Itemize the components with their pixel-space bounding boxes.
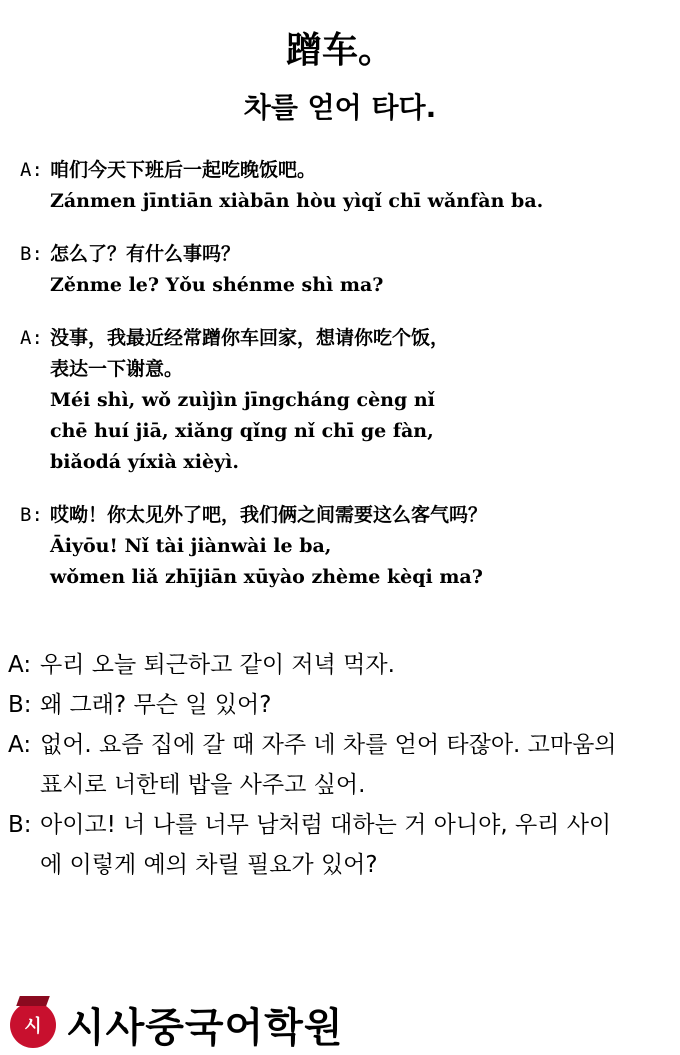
dialogue-turn	[20, 323, 670, 478]
pinyin-line: Āiyōu! Nǐ tài jiànwài le ba,	[50, 535, 332, 557]
mortarboard-icon	[10, 1002, 56, 1048]
translation-turn	[8, 725, 673, 805]
speaker-label: A:	[20, 327, 43, 349]
pinyin-line: biǎodá yíxià xièyì.	[50, 451, 239, 473]
translation-turn	[8, 685, 673, 725]
page-title: 蹭车。	[285, 30, 394, 71]
korean-translation	[8, 645, 673, 885]
translation-line: 우리 오늘 퇴근하고 같이 저녁 먹자.	[40, 652, 395, 678]
pinyin-line: wǒmen liǎ zhījiān xūyào zhème kèqi ma?	[50, 566, 483, 588]
translation-line: 에 이렇게 예의 차릴 필요가 있어?	[40, 852, 378, 878]
chinese-line: 哎呦！你太见外了吧，我们俩之间需要这么客气吗？	[50, 504, 488, 526]
page-subtitle: 차를 얻어 타다.	[243, 91, 437, 124]
logo-name: 시사중국어학원	[66, 1005, 344, 1051]
chinese-line: 表达一下谢意。	[50, 358, 184, 380]
chinese-line: 怎么了？有什么事吗？	[50, 243, 241, 265]
translation-turn	[8, 805, 673, 885]
dialogue-turn	[20, 500, 670, 593]
logo-badge-text: 시	[24, 1015, 42, 1037]
translation-turn	[8, 645, 673, 685]
speaker-label: A:	[20, 159, 43, 181]
speaker-label: A:	[8, 732, 32, 758]
chinese-line: 咱们今天下班后一起吃晚饭吧。	[50, 159, 317, 181]
speaker-label: A:	[8, 652, 32, 678]
translation-line: 표시로 너한테 밥을 사주고 싶어.	[40, 772, 366, 798]
pinyin-line: chē huí jiā, xiǎng qǐng nǐ chī ge fàn,	[50, 420, 434, 442]
pinyin-line: Zěnme le? Yǒu shénme shì ma?	[50, 274, 384, 296]
chinese-line: 没事，我最近经常蹭你车回家，想请你吃个饭，	[50, 327, 450, 349]
chinese-dialogue	[20, 155, 670, 615]
brand-logo	[10, 996, 343, 1053]
pinyin-line: Méi shì, wǒ zuìjìn jīngcháng cèng nǐ	[50, 389, 435, 411]
translation-line: 없어. 요즘 집에 갈 때 자주 네 차를 얻어 타잖아. 고마움의	[40, 732, 617, 758]
pinyin-line: Zánmen jīntiān xiàbān hòu yìqǐ chī wǎnfàn ba.	[50, 190, 544, 212]
speaker-label: B:	[20, 243, 43, 265]
speaker-label: B:	[8, 812, 32, 838]
dialogue-turn	[20, 239, 670, 301]
translation-line: 아이고! 너 나를 너무 남처럼 대하는 거 아니야, 우리 사이	[40, 812, 612, 838]
translation-line: 왜 그래? 무슨 일 있어?	[40, 692, 272, 718]
speaker-label: B:	[20, 504, 43, 526]
dialogue-turn	[20, 155, 670, 217]
speaker-label: B:	[8, 692, 32, 718]
